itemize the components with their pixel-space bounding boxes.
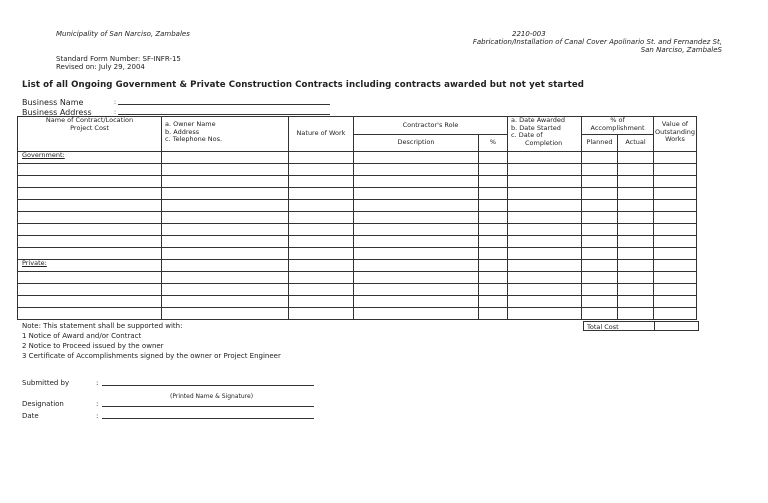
- municipality-label: Municipality of San Narciso, Zambales: [56, 30, 190, 38]
- header-accomplishment: % of Accomplishment: [582, 117, 654, 135]
- designation-colon: :: [96, 400, 99, 408]
- note-item: 1 Notice of Award and/or Contract: [22, 332, 142, 340]
- table-row[interactable]: [18, 236, 697, 248]
- header-value-outstanding: Value of Outstanding Works: [654, 117, 697, 152]
- project-description-line2: San Narciso, ZambaleS: [640, 46, 722, 54]
- project-code: 2210-003: [512, 30, 546, 38]
- designation-field[interactable]: [102, 406, 314, 407]
- designation-label: Designation: [22, 400, 64, 408]
- printed-name-caption: (Printed Name & Signature): [170, 393, 254, 400]
- table-row[interactable]: [18, 200, 697, 212]
- total-cost-value[interactable]: [655, 321, 699, 331]
- header-dates: a. Date Awarded b. Date Started c. Date of Completion: [508, 117, 582, 152]
- business-name-label: Business Name: [22, 98, 84, 107]
- table-row[interactable]: [18, 164, 697, 176]
- header-nature-of-work: Nature of Work: [289, 117, 354, 152]
- table-row[interactable]: [18, 188, 697, 200]
- section-government-row: [18, 152, 697, 164]
- section-private-row: [18, 260, 697, 272]
- business-name-field[interactable]: [118, 104, 330, 105]
- note-item: 3 Certificate of Accomplishments signed by the owner or Project Engineer: [22, 352, 281, 360]
- table-row[interactable]: [18, 176, 697, 188]
- submitted-by-label: Submitted by: [22, 379, 70, 387]
- table-row[interactable]: [18, 212, 697, 224]
- project-description-line1: Fabrication/Installation of Canal Cover Apolinario St. and Fernandez St,: [472, 38, 722, 46]
- table-row[interactable]: [18, 272, 697, 284]
- table-row[interactable]: [18, 296, 697, 308]
- header-percent: %: [479, 135, 508, 152]
- header-description: Description: [354, 135, 479, 152]
- business-address-colon: :: [114, 109, 117, 116]
- contracts-table: [17, 116, 697, 320]
- header-contractors-role: Contractor's Role: [354, 117, 508, 135]
- business-name-colon: :: [114, 99, 117, 106]
- header-planned: Planned: [582, 135, 618, 152]
- header-contract: Name of Contract/Location Project Cost: [18, 117, 162, 152]
- date-label: Date: [22, 412, 39, 420]
- note-item: 2 Notice to Proceed issued by the owner: [22, 342, 164, 350]
- form-number: Standard Form Number: SF-INFR-15: [56, 55, 181, 63]
- header-owner: a. Owner Name b. Address c. Telephone Nos.: [162, 117, 289, 152]
- revised-date: Revised on: July 29, 2004: [56, 63, 145, 71]
- table-row[interactable]: [18, 308, 697, 320]
- date-colon: :: [96, 412, 99, 420]
- table-row[interactable]: [18, 224, 697, 236]
- submitted-by-field[interactable]: [102, 385, 314, 386]
- page-title: List of all Ongoing Government & Private Construction Contracts including contracts awarded but not yet started: [22, 80, 585, 90]
- submitted-by-colon: :: [96, 379, 99, 387]
- date-field[interactable]: [102, 418, 314, 419]
- business-address-field[interactable]: [118, 114, 330, 115]
- table-row[interactable]: [18, 248, 697, 260]
- notes-heading: Note: This statement shall be supported with:: [22, 322, 183, 330]
- section-private-label: Private:: [18, 260, 162, 272]
- table-row[interactable]: [18, 284, 697, 296]
- total-cost-label: Total Cost: [583, 321, 655, 331]
- business-address-label: Business Address: [22, 108, 92, 117]
- section-government-label: Government:: [18, 152, 162, 164]
- header-actual: Actual: [618, 135, 654, 152]
